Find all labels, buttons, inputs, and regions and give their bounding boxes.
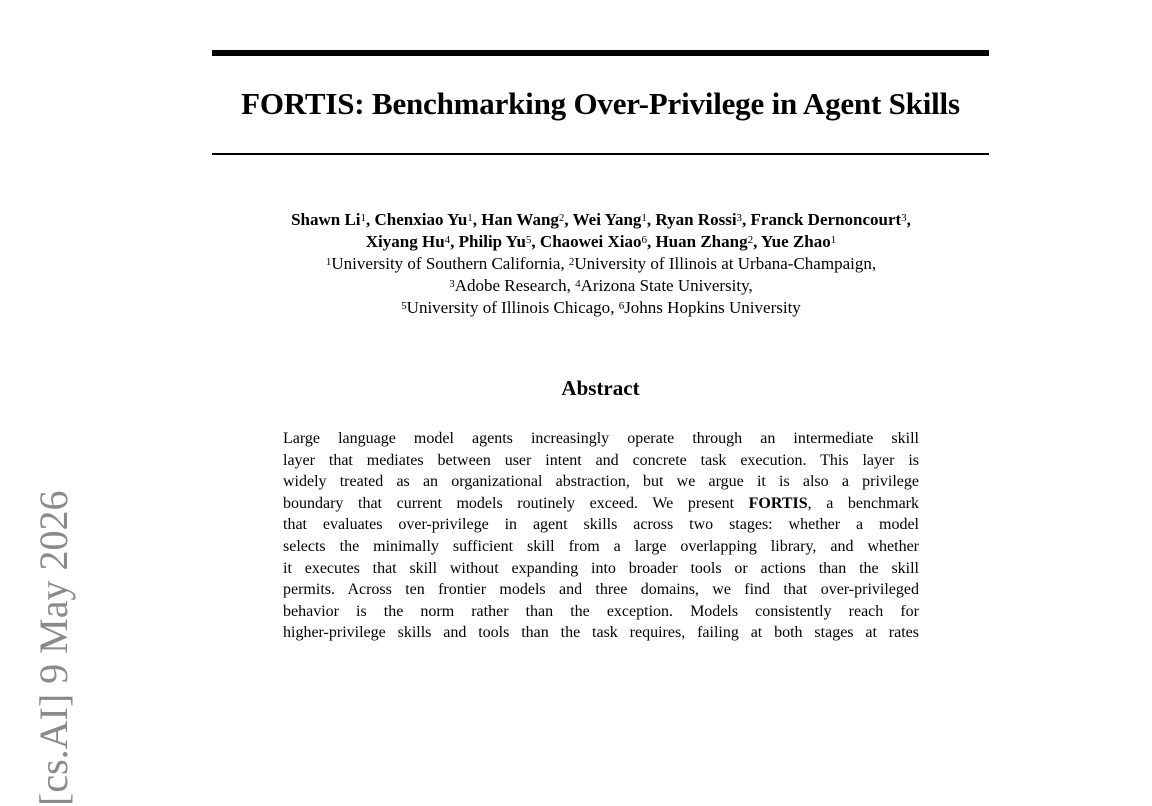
affil-marker: 4 [444, 234, 451, 246]
affil-marker: 1 [360, 212, 367, 224]
affiliation: Johns Hopkins University [624, 298, 801, 317]
abstract-line: layer that mediates between user intent and concrete task execution. This layer is [283, 451, 919, 469]
affiliation-line-1: $^1$University of Southern California, $^2$University of Illinois at Urbana-Champaign, [325, 254, 877, 273]
affil-marker: 1 [467, 212, 473, 224]
author-line-1: Shawn Li$^1$, Chenxiao Yu$^1$, Han Wang$^2$, Wei Yang$^1$, Ryan Rossi$^3$, Franck Dernoncourt$^3$, [291, 210, 911, 229]
affiliation: University of Southern California [331, 254, 561, 273]
benchmark-name: FORTIS [748, 494, 808, 512]
affil-number: 5 [401, 300, 407, 312]
author-name: Shawn Li [291, 210, 361, 229]
author-name: Ryan Rossi [655, 210, 737, 229]
affiliation: Arizona State University [580, 276, 749, 295]
abstract-line: Large language model agents increasingly operate through an intermediate skill [283, 430, 919, 447]
affil-marker: 1 [830, 234, 837, 246]
affiliation: Adobe Research [454, 276, 567, 295]
affiliation: University of Illinois Chicago [406, 298, 611, 317]
affiliation-line-3: $^5$University of Illinois Chicago, $^6$Johns Hopkins University [401, 298, 801, 317]
author-name: Philip Yu [458, 232, 526, 251]
affil-number: 6 [618, 300, 625, 312]
affil-number: 4 [575, 278, 581, 290]
abstract-line-text: boundary that current models routinely exceed. We present [283, 494, 749, 512]
title-rule-top [212, 50, 989, 56]
author-line-2: Xiyang Hu$^4$, Philip Yu$^5$, Chaowei Xiao$^6$, Huan Zhang$^2$, Yue Zhao$^1$ [365, 232, 837, 251]
affil-marker: 3 [901, 212, 907, 224]
abstract-heading: Abstract [561, 376, 640, 400]
affil-marker: 5 [525, 234, 532, 246]
affil-marker: 2 [558, 212, 565, 224]
affil-marker: 1 [641, 212, 647, 224]
abstract-body [283, 428, 919, 644]
abstract-line: selects the minimally sufficient skill from a large overlapping library, and whether [283, 537, 919, 555]
author-name: Franck Dernoncourt [750, 210, 902, 229]
affil-number: 2 [568, 256, 575, 268]
author-name: Huan Zhang [655, 232, 748, 251]
abstract-line [283, 493, 919, 515]
affil-marker: 2 [747, 234, 754, 246]
affil-marker: 3 [736, 212, 743, 224]
affil-number: 3 [449, 278, 455, 290]
abstract-line-tail: , a benchmark [807, 494, 920, 512]
abstract-line: permits. Across ten frontier models and three domains, we find that over-privileged [283, 581, 919, 599]
paper-title: FORTIS: Benchmarking Over-Privilege in Agent Skills [241, 86, 960, 121]
affil-number: 1 [325, 256, 332, 268]
affiliation: University of Illinois at Urbana-Champaign [574, 254, 872, 273]
author-name: Han Wang [481, 210, 559, 229]
author-name: Wei Yang [572, 210, 642, 229]
title-rule-bottom [212, 153, 989, 155]
abstract-line: higher-privilege skills and tools than the task requires, failing at both stages at rates [283, 624, 919, 642]
affil-marker: 6 [641, 234, 647, 246]
abstract-line: that evaluates over-privilege in agent skills across two stages: whether a model [283, 516, 919, 534]
author-name: Chenxiao Yu [374, 210, 468, 229]
author-block [180, 209, 1022, 319]
author-name: Yue Zhao [760, 232, 831, 251]
abstract-line: it executes that skill without expanding into broader tools or actions than the skill [283, 559, 919, 577]
affiliation-line-2: $^3$Adobe Research, $^4$Arizona State University, [449, 276, 753, 295]
author-name: Chaowei Xiao [539, 232, 642, 251]
arxiv-stamp: [cs.AI] 9 May 2026 [31, 490, 76, 806]
abstract-line: widely treated as an organizational abstraction, but we argue it is also a privilege [283, 473, 919, 491]
author-name: Xiyang Hu [365, 232, 445, 251]
abstract-line: behavior is the norm rather than the exception. Models consistently reach for [283, 602, 919, 620]
